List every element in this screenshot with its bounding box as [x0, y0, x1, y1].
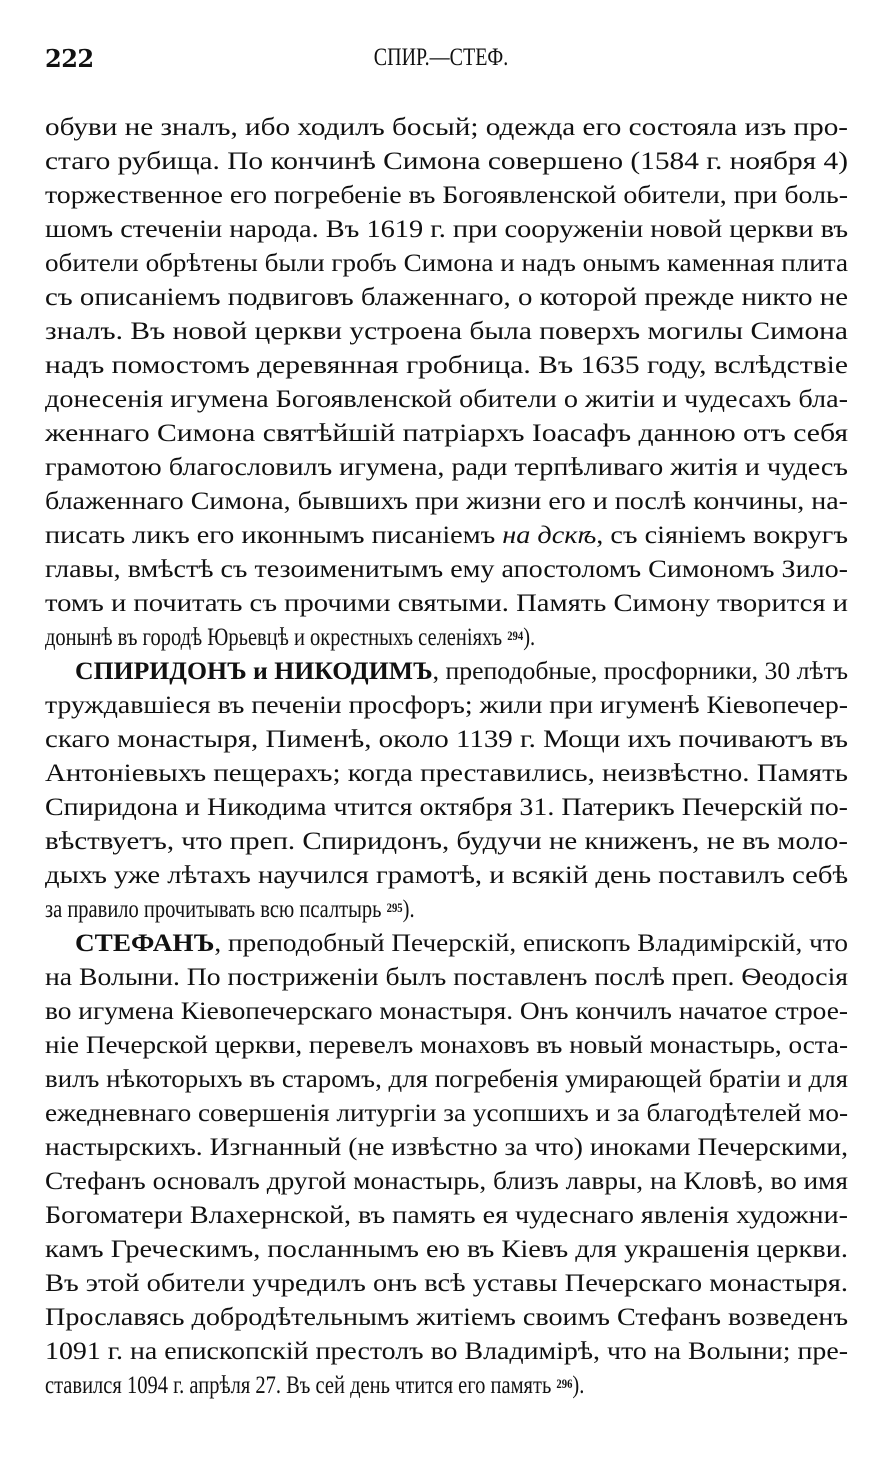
text-line: стаго рубища. По кончинѣ Симона совершено (1584 г. ноября 4) — [45, 148, 848, 175]
text-line-mixed — [45, 519, 848, 553]
text-line: ніе Печерской церкви, перевелъ монаховъ въ новый монастырь, оста- — [45, 1032, 848, 1059]
text-run: за правило прочитывать всю псалтырь — [45, 896, 387, 923]
italic-phrase: на дскѣ — [502, 522, 597, 549]
paragraph-spiridon-nikodim — [45, 655, 848, 927]
text-line: ежедневнаго совершенія литургіи за усопшихъ и за благодѣтелей мо- — [45, 1100, 849, 1127]
text-line: Богоматери Влахернской, въ память ея чудеснаго явленія художни- — [45, 1202, 848, 1229]
text-line: съ описаніемъ подвиговъ блаженнаго, о которой прежде никто не — [45, 284, 848, 311]
text-line: надъ помостомъ деревянная гробница. Въ 1635 году, вслѣдствіе — [45, 352, 848, 379]
footnote-ref-295[interactable]: 295 — [386, 900, 403, 915]
text-line: главы, вмѣстѣ съ тезоименитымъ ему апостоломъ Симономъ Зило- — [45, 556, 848, 583]
text-run: ставился 1094 г. апрѣля 27. Въ сей день чтится его память — [45, 1372, 557, 1399]
body-text — [45, 111, 848, 1403]
paragraph-simon — [45, 111, 848, 655]
text-line: зналъ. Въ новой церкви устроена была поверхъ могилы Симона — [45, 318, 848, 345]
text-line: 1091 г. на епископскій престолъ во Владимірѣ, что на Волыни; пре- — [45, 1338, 848, 1365]
text-line: обители обрѣтены были гробъ Симона и надъ онымъ каменная плита — [45, 250, 848, 277]
text-line: торжественное его погребеніе въ Богоявленской обители, при боль- — [45, 182, 849, 209]
text-line: настырскихъ. Изгнанный (не извѣстно за что) иноками Печерскими, — [45, 1134, 848, 1161]
closing: ). — [402, 896, 415, 923]
text-line: женнаго Симона святѣйшій патріархъ Іоасафъ данною отъ себя — [45, 420, 848, 447]
text-line: Антоніевыхъ пещерахъ; когда преставились, неизвѣстно. Память — [45, 760, 848, 787]
text-line: камъ Греческимъ, посланнымъ ею въ Кіевъ для украшенія церкви. — [45, 1236, 848, 1263]
text-line: труждавшіеся въ печеніи просфоръ; жили при игуменѣ Кіевопечер- — [45, 692, 848, 719]
text-line: скаго монастыря, Пименѣ, около 1139 г. Мощи ихъ почиваютъ въ — [45, 726, 848, 753]
text-line: на Волыни. По постриженіи былъ поставленъ послѣ преп. Ѳеодосія — [45, 964, 848, 991]
text-line-first — [45, 927, 848, 961]
text-line-last — [45, 1369, 848, 1403]
text-line: Стефанъ основалъ другой монастырь, близъ лавры, на Кловѣ, во имя — [45, 1168, 848, 1195]
text-line: вилъ нѣкоторыхъ въ старомъ, для погребенія умирающей братіи и для — [45, 1066, 848, 1093]
entry-heading: СПИРИДОНЪ и НИКОДИМЪ — [75, 658, 433, 685]
text-line-last — [45, 621, 848, 655]
entry-heading: СТЕФАНЪ — [75, 930, 215, 957]
text-run: донынѣ въ городѣ Юрьевцѣ и окрестныхъ селеніяхъ — [45, 624, 508, 651]
footnote-ref-296[interactable]: 296 — [556, 1376, 573, 1391]
running-head — [0, 44, 882, 72]
text-line: Спиридона и Никодима чтится октября 31. Патерикъ Печерскій по- — [45, 794, 848, 821]
text-line: донесенія игумена Богоявленской обители о житіи и чудесахъ бла- — [45, 386, 849, 413]
text-line-last — [45, 893, 848, 927]
text-line: грамотою благословилъ игумена, ради терпѣливаго житія и чудесъ — [45, 454, 849, 481]
text-run: , преподобные, просфорники, 30 лѣтъ — [432, 658, 848, 685]
page-number: 222 — [45, 44, 94, 73]
closing: ). — [523, 624, 536, 651]
text-line: дыхъ уже лѣтахъ научился грамотѣ, и всякій день поставилъ себѣ — [45, 862, 849, 889]
text-line: во игумена Кіевопечерскаго монастыря. Онъ кончилъ начатое строе- — [45, 998, 849, 1025]
text-line: вѣствуетъ, что преп. Спиридонъ, будучи не книженъ, не въ моло- — [45, 828, 848, 855]
text-line-first — [45, 655, 848, 689]
text-line: обуви не зналъ, ибо ходилъ босый; одежда его состояла изъ про- — [45, 114, 848, 141]
footnote-ref-294[interactable]: 294 — [507, 628, 524, 643]
text-line: Прославясь добродѣтельнымъ житіемъ своимъ Стефанъ возведенъ — [45, 1304, 848, 1331]
text-line: Въ этой обители учредилъ онъ всѣ уставы Печерскаго монастыря. — [45, 1270, 848, 1297]
text-run: писать ликъ его иконнымъ писаніемъ — [45, 522, 503, 549]
closing: ). — [572, 1372, 585, 1399]
text-line: томъ и почитать съ прочими святыми. Память Симону творится и — [45, 590, 849, 617]
text-line: блаженнаго Симона, бывшихъ при жизни его и послѣ кончины, на- — [45, 488, 848, 515]
running-head-text: СПИР.—СТЕФ. — [373, 44, 509, 71]
text-line: шомъ стеченіи народа. Въ 1619 г. при сооруженіи новой церкви въ — [45, 216, 848, 243]
text-run: , преподобный Печерскій, епископъ Владимірскій, что — [214, 930, 848, 957]
paragraph-stefan — [45, 927, 848, 1403]
text-run: , съ сіяніемъ вокругъ — [596, 522, 848, 549]
